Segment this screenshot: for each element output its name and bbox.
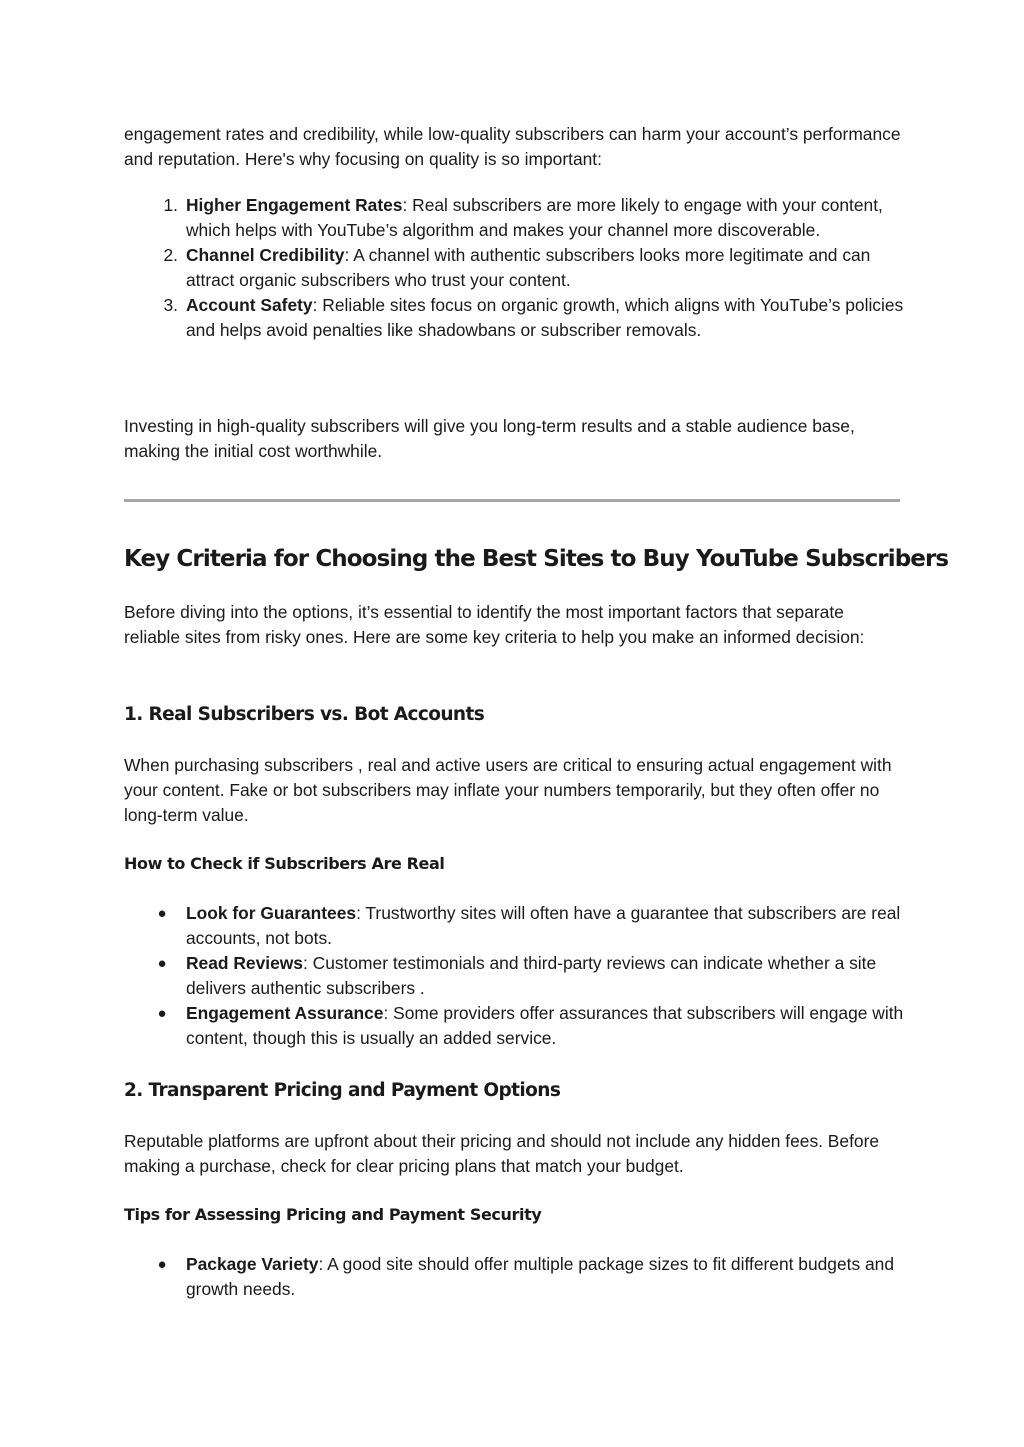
section1-subheading: How to Check if Subscribers Are Real [124, 854, 445, 873]
list-item-title: Account Safety [186, 295, 313, 315]
list-item-text: : Customer testimonials and third-party reviews can indicate whether a site delivers authentic subscribers . [186, 953, 877, 998]
list-item-text: : Some providers offer assurances that subscribers will engage with content, though this is usually an added service. [186, 1003, 904, 1048]
list-item-text: : A channel with authentic subscribers looks more legitimate and can attract organic subscribers who trust your content. [186, 245, 871, 290]
list-item [124, 951, 904, 1001]
bullet-icon: ● [157, 955, 167, 972]
list-item-title: Look for Guarantees [186, 903, 357, 923]
section2-bullet-list [124, 1252, 904, 1302]
list-item [124, 293, 904, 343]
list-item-title: Package Variety [186, 1254, 319, 1274]
subsection-heading-2: 2. Transparent Pricing and Payment Options [124, 1080, 561, 1101]
list-number: 1. [163, 195, 178, 215]
list-item-title: Higher Engagement Rates [186, 195, 403, 215]
subsection-heading-1: 1. Real Subscribers vs. Bot Accounts [124, 704, 485, 725]
section1-bullet-list [124, 901, 904, 1051]
list-item-text: : A good site should offer multiple package sizes to fit different budgets and growth needs. [186, 1254, 895, 1299]
intro-paragraph: engagement rates and credibility, while low-quality subscribers can harm your account’s performance and reputation. Here's why focusing on quality is so important: [124, 124, 901, 169]
list-item-text: : Trustworthy sites will often have a guarantee that subscribers are real accounts, not bots. [186, 903, 901, 948]
section2-subheading: Tips for Assessing Pricing and Payment Security [124, 1205, 542, 1224]
list-item-title: Engagement Assurance [186, 1003, 384, 1023]
list-item-title: Channel Credibility [186, 245, 345, 265]
list-item [124, 1001, 904, 1051]
list-item-text: : Reliable sites focus on organic growth, which aligns with YouTube’s policies and helps avoid penalties like shadowbans or subscriber removals. [186, 295, 904, 340]
quality-numbered-list [124, 193, 904, 343]
list-item [124, 901, 904, 951]
section1-paragraph: When purchasing subscribers , real and active users are critical to ensuring actual engagement with your content. Fake or bot subscribers may inflate your numbers temporarily, but they often offer no long-term value. [124, 755, 892, 825]
list-item-title: Read Reviews [186, 953, 303, 973]
horizontal-divider [124, 499, 900, 502]
list-item [124, 193, 904, 243]
list-item [124, 243, 904, 293]
bullet-icon: ● [157, 1005, 167, 1022]
list-item-text: : Real subscribers are more likely to engage with your content, which helps with YouTube’s algorithm and makes your channel more discoverable. [186, 195, 883, 240]
bullet-icon: ● [157, 905, 167, 922]
criteria-intro-paragraph: Before diving into the options, it’s essential to identify the most important factors that separate reliable sites from risky ones. Here are some key criteria to help you make an informed decision: [124, 602, 865, 647]
list-number: 2. [163, 245, 178, 265]
investing-paragraph: Investing in high-quality subscribers will give you long-term results and a stable audience base, making the initial cost worthwhile. [124, 416, 855, 461]
section-heading: Key Criteria for Choosing the Best Sites to Buy YouTube Subscribers [124, 546, 949, 572]
list-item [124, 1252, 904, 1302]
list-number: 3. [163, 295, 178, 315]
section2-paragraph: Reputable platforms are upfront about their pricing and should not include any hidden fees. Before making a purchase, check for clear pricing plans that match your budget. [124, 1131, 880, 1176]
bullet-icon: ● [157, 1256, 167, 1273]
